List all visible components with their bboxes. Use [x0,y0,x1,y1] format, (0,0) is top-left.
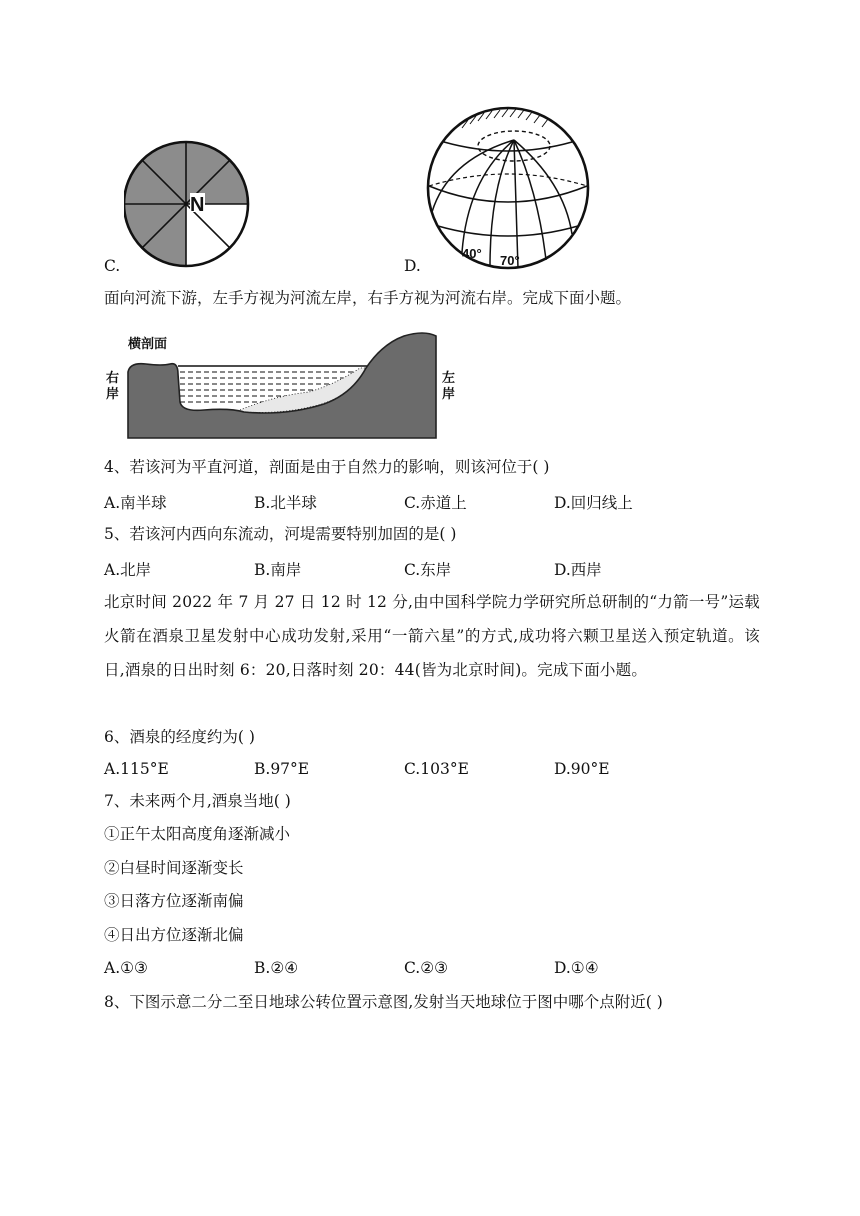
left-bank-label: 左 [442,370,456,385]
figure-d-latitude-label: 40° [462,246,482,261]
river-cross-section-diagram [104,328,464,444]
question-5-option-c[interactable]: C.东岸 [404,561,452,579]
question-6-option-a[interactable]: A.115°E [104,760,169,778]
figure-d-longitude-label: 70° [500,253,520,268]
launch-intro-paragraph: 北京时间 2022 年 7 月 27 日 12 时 12 分,由中国科学院力学研究所总研制的“力箭一号”运载火箭在酒泉卫星发射中心成功发射,采用“一箭六星”的方式,成功将六颗卫星送入预定轨道。该日,酒泉的日出时刻 6：20,日落时刻 20：44(皆为北京时间)。完成下面小题。 [104,593,760,679]
question-8-stem: 8、下图示意二分二至日地球公转位置示意图,发射当天地球位于图中哪个点附近( ) [104,993,663,1011]
figure-c-label: C. [104,257,121,275]
question-4-stem: 4、若该河为平直河道，剖面是由于自然力的影响，则该河位于( ) [104,458,550,476]
question-4-option-b[interactable]: B.北半球 [254,494,317,512]
question-7-option-b[interactable]: B.②④ [254,959,299,977]
question-6-option-d[interactable]: D.90°E [554,760,610,778]
question-4-option-a[interactable]: A.南半球 [104,494,167,512]
question-5-option-b[interactable]: B.南岸 [254,561,302,579]
question-7-statement-1: ①正午太阳高度角逐渐减小 [104,825,291,843]
question-4-option-d[interactable]: D.回归线上 [554,494,633,512]
river-intro-text: 面向河流下游，左手方视为河流左岸，右手方视为河流右岸。完成下面小题。 [104,289,632,307]
cross-section-title: 横剖面 [128,336,168,351]
figure-c-north-label: N [190,194,205,216]
question-7-option-c[interactable]: C.②③ [404,959,449,977]
figure-d-globe [420,104,596,272]
svg-text:岸: 岸 [106,386,120,401]
question-4-option-c[interactable]: C.赤道上 [404,494,467,512]
question-7-statement-4: ④日出方位逐渐北偏 [104,926,244,944]
question-7-statement-3: ③日落方位逐渐南偏 [104,892,244,910]
question-7-statement-2: ②白昼时间逐渐变长 [104,859,244,877]
question-7-option-d[interactable]: D.①④ [554,959,599,977]
figure-d-label: D. [404,257,421,275]
question-7-stem: 7、未来两个月,酒泉当地( ) [104,792,291,810]
question-6-option-b[interactable]: B.97°E [254,760,310,778]
right-bank-label: 右 [106,370,120,385]
question-6-stem: 6、酒泉的经度约为( ) [104,728,255,746]
question-6-option-c[interactable]: C.103°E [404,760,469,778]
question-5-stem: 5、若该河内西向东流动，河堤需要特别加固的是( ) [104,525,457,543]
question-5-option-a[interactable]: A.北岸 [104,561,152,579]
question-7-option-a[interactable]: A.①③ [104,959,148,977]
question-5-option-d[interactable]: D.西岸 [554,561,602,579]
figure-c-diagram [124,140,264,272]
svg-text:岸: 岸 [442,386,456,401]
